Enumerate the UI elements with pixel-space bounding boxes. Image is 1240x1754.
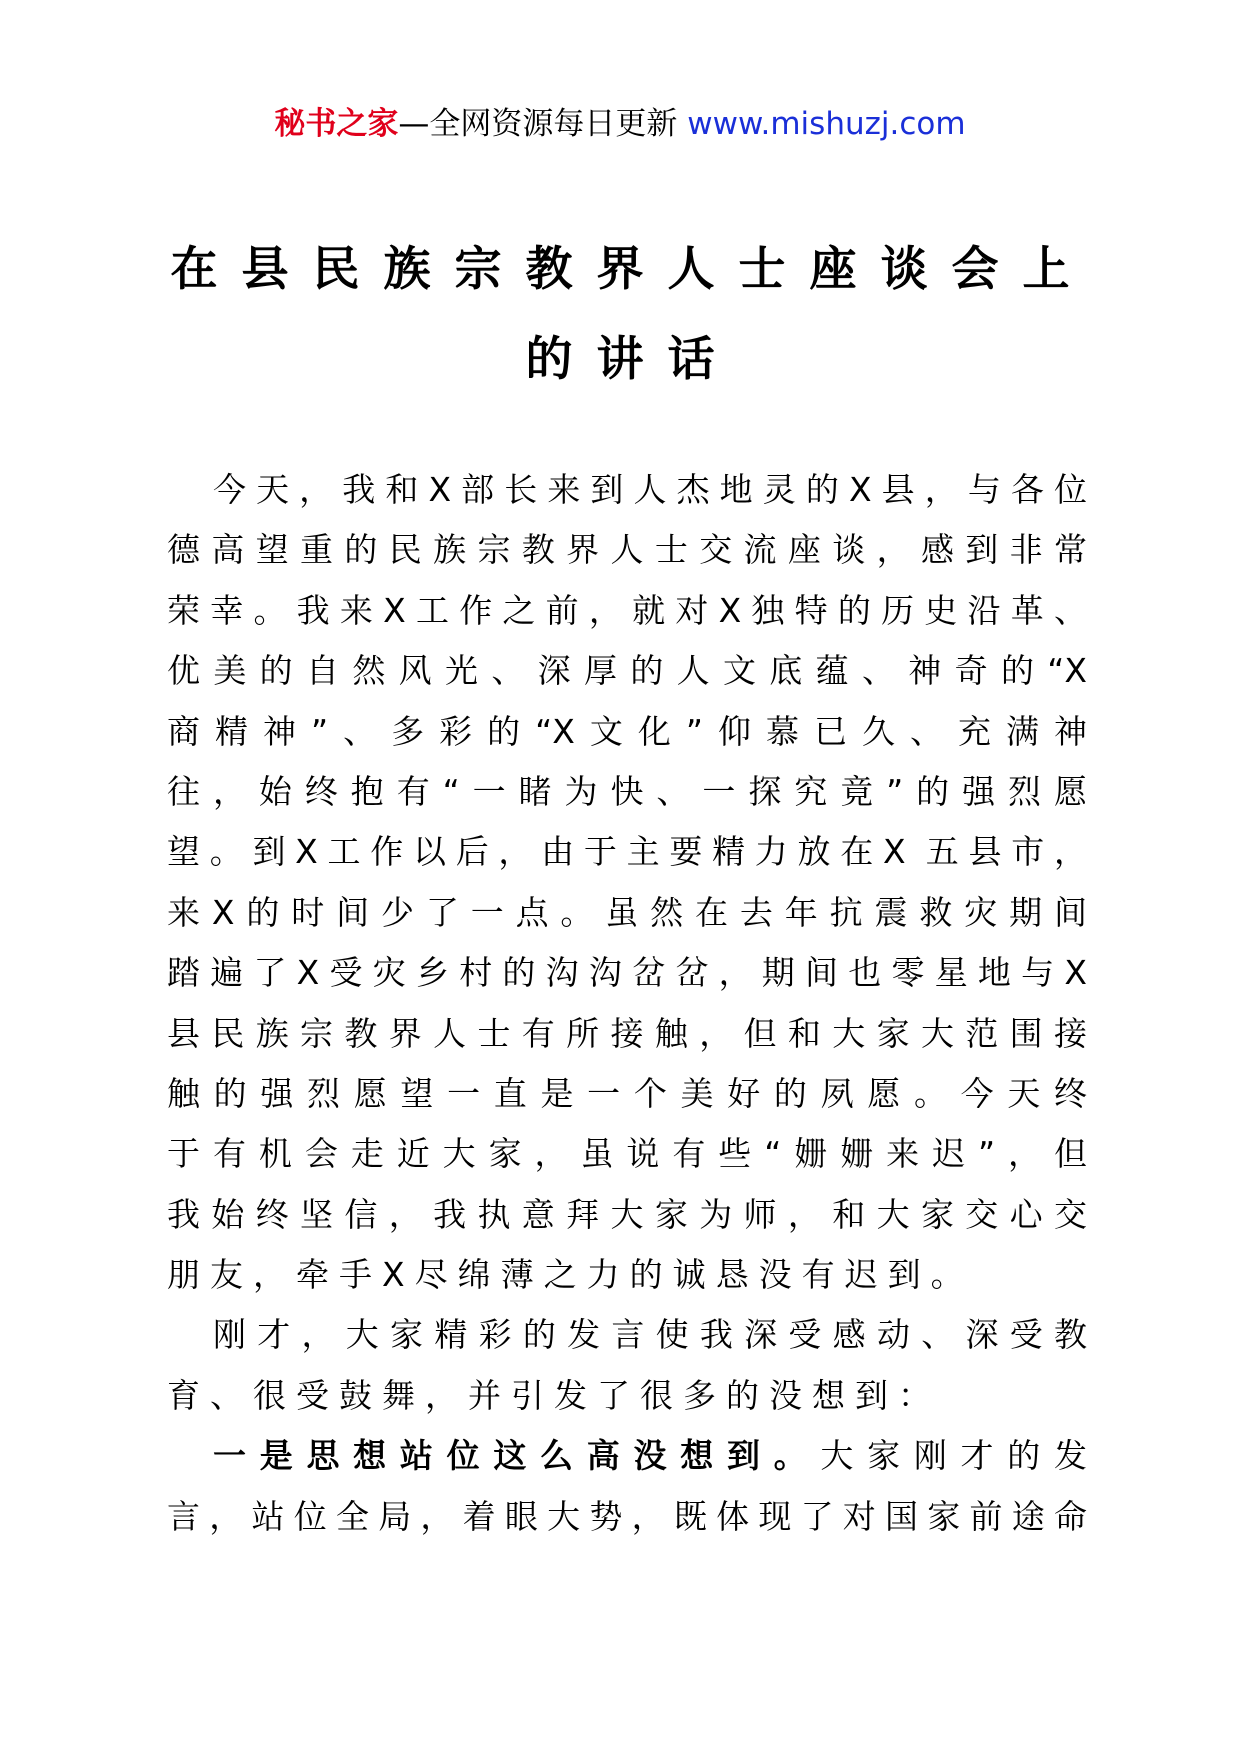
body-line-with-heading — [167, 1426, 1087, 1486]
document-title-line-1: 在县民族宗教界人士座谈会上 — [170, 242, 1094, 297]
body-line: 触的强烈愿望一直是一个美好的夙愿。今天终 — [167, 1073, 1087, 1113]
body-line: 商精神”、多彩的“X文化”仰慕已久、充满神 — [167, 711, 1087, 751]
body-line: 踏遍了X受灾乡村的沟沟岔岔，期间也零星地与X — [167, 953, 1087, 993]
point-one-heading: 一是思想站位这么高没想到。 — [213, 1436, 821, 1476]
body-line: 来X的时间少了一点。虽然在去年抗震救灾期间 — [167, 892, 1087, 932]
brand-name: 秘书之家 — [274, 106, 399, 142]
header-tagline: —全网资源每日更新 — [398, 106, 688, 142]
body-line: 于有机会走近大家，虽说有些“姗姗来迟”，但 — [167, 1134, 1087, 1174]
body-line: 望。到X工作以后，由于主要精力放在X 五县市， — [167, 832, 1087, 872]
body-line: 县民族宗教界人士有所接触，但和大家大范围接 — [167, 1013, 1087, 1053]
point-one-text: 大家刚才的发 — [820, 1436, 1088, 1476]
page-header — [0, 102, 1240, 146]
body-line: 言，站位全局，着眼大势，既体现了对国家前途命 — [167, 1496, 1087, 1536]
body-line: 优美的自然风光、深厚的人文底蕴、神奇的“X — [167, 651, 1087, 691]
body-line: 荣幸。我来X工作之前，就对X独特的历史沿革、 — [167, 590, 1087, 630]
document-body — [167, 460, 1087, 1547]
body-line: 刚才，大家精彩的发言使我深受感动、深受教 — [213, 1315, 1087, 1355]
body-line: 朋友，牵手X尽绵薄之力的诚恳没有迟到。 — [167, 1255, 974, 1295]
document-title-line-2: 的讲话 — [525, 332, 739, 387]
body-line: 往，始终抱有“一睹为快、一探究竟”的强烈愿 — [167, 771, 1087, 811]
body-line: 德高望重的民族宗教界人士交流座谈，感到非常 — [167, 530, 1087, 570]
body-line: 育、很受鼓舞，并引发了很多的没想到： — [167, 1375, 941, 1415]
site-url-link[interactable]: www.mishuzj.com — [687, 106, 966, 142]
body-line: 我始终坚信，我执意拜大家为师，和大家交心交 — [167, 1194, 1087, 1234]
body-line: 今天，我和X部长来到人杰地灵的X县，与各位 — [213, 470, 1087, 509]
